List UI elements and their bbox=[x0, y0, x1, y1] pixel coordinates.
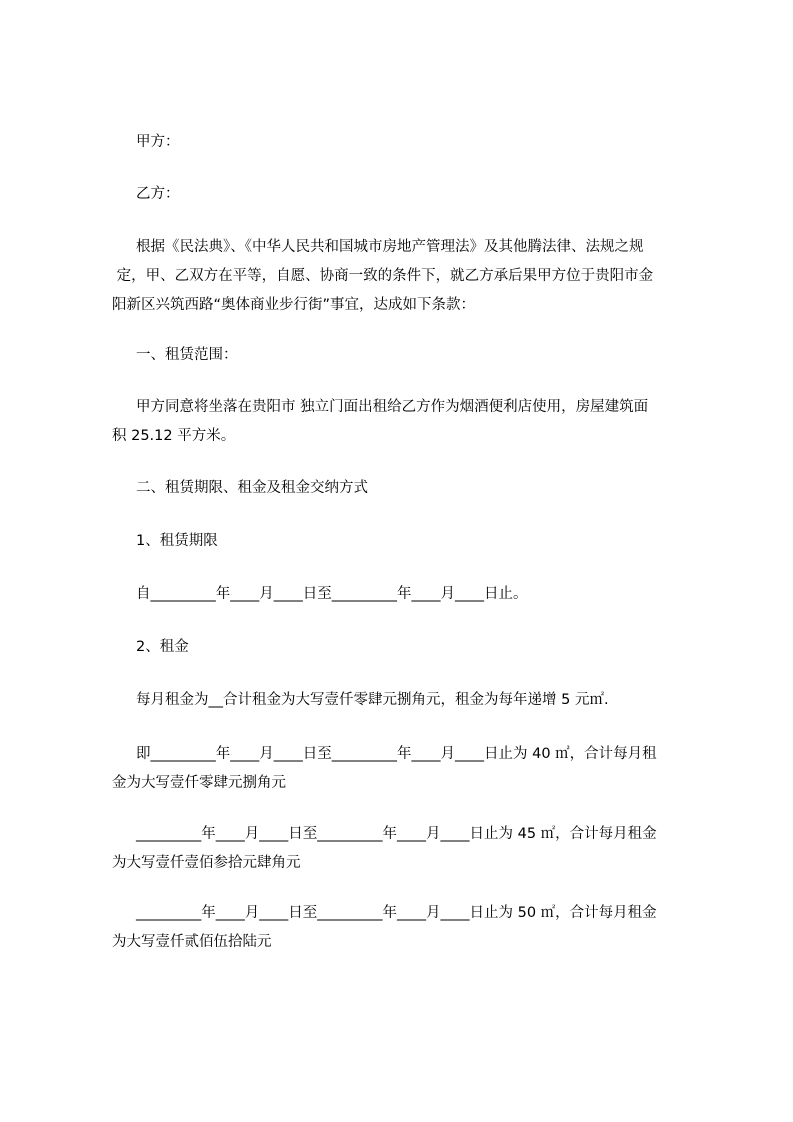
section-1-line-2: 积 25.12 平方米。 bbox=[112, 428, 236, 444]
rent-period-2-line-1: _________年____月____日至_________年____月____日止为 45 ㎡，合计每月租金 bbox=[136, 826, 657, 842]
rent-period-1-line-2: 金为大写壹仟零肆元捌角元 bbox=[112, 775, 286, 791]
rent-heading: 2、租金 bbox=[136, 639, 189, 655]
rent-period-3-line-1: _________年____月____日至_________年____月____日止为 50 ㎡，合计每月租金 bbox=[136, 905, 657, 921]
rent-period-2-line-2: 为大写壹仟壹佰参拾元肆角元 bbox=[112, 855, 301, 871]
intro-line-3: 阳新区兴筑西路“奥体商业步行街”事宜，达成如下条款： bbox=[112, 297, 476, 313]
section-1-heading: 一、租赁范围： bbox=[136, 347, 238, 363]
section-1-line-1: 甲方同意将坐落在贵阳市 独立门面出租给乙方作为烟酒便利店使用，房屋建筑面 bbox=[136, 399, 649, 415]
rent-period-1-line-1: 即_________年____月____日至_________年____月____日止为 40 ㎡，合计每月租 bbox=[136, 746, 657, 762]
section-2-heading: 二、租赁期限、租金及租金交纳方式 bbox=[136, 480, 368, 496]
intro-line-1: 根据《民法典》、《中华人民共和国城市房地产管理法》及其他腾法律、法规之规 bbox=[136, 239, 644, 255]
party-b-label: 乙方： bbox=[136, 186, 180, 202]
party-a-label: 甲方： bbox=[136, 134, 180, 150]
rent-period-3-line-2: 为大写壹仟贰佰伍拾陆元 bbox=[112, 934, 272, 950]
intro-line-2: 定，甲、乙双方在平等，自愿、协商一致的条件下，就乙方承后果甲方位于贵阳市金 bbox=[112, 268, 654, 284]
rent-line: 每月租金为__合计租金为大写壹仟零肆元捌角元，租金为每年递增 5 元㎡. bbox=[136, 692, 609, 708]
lease-term-heading: 1、租赁期限 bbox=[136, 533, 218, 549]
lease-term-line: 自_________年____月____日至_________年____月____日止。 bbox=[136, 586, 528, 602]
